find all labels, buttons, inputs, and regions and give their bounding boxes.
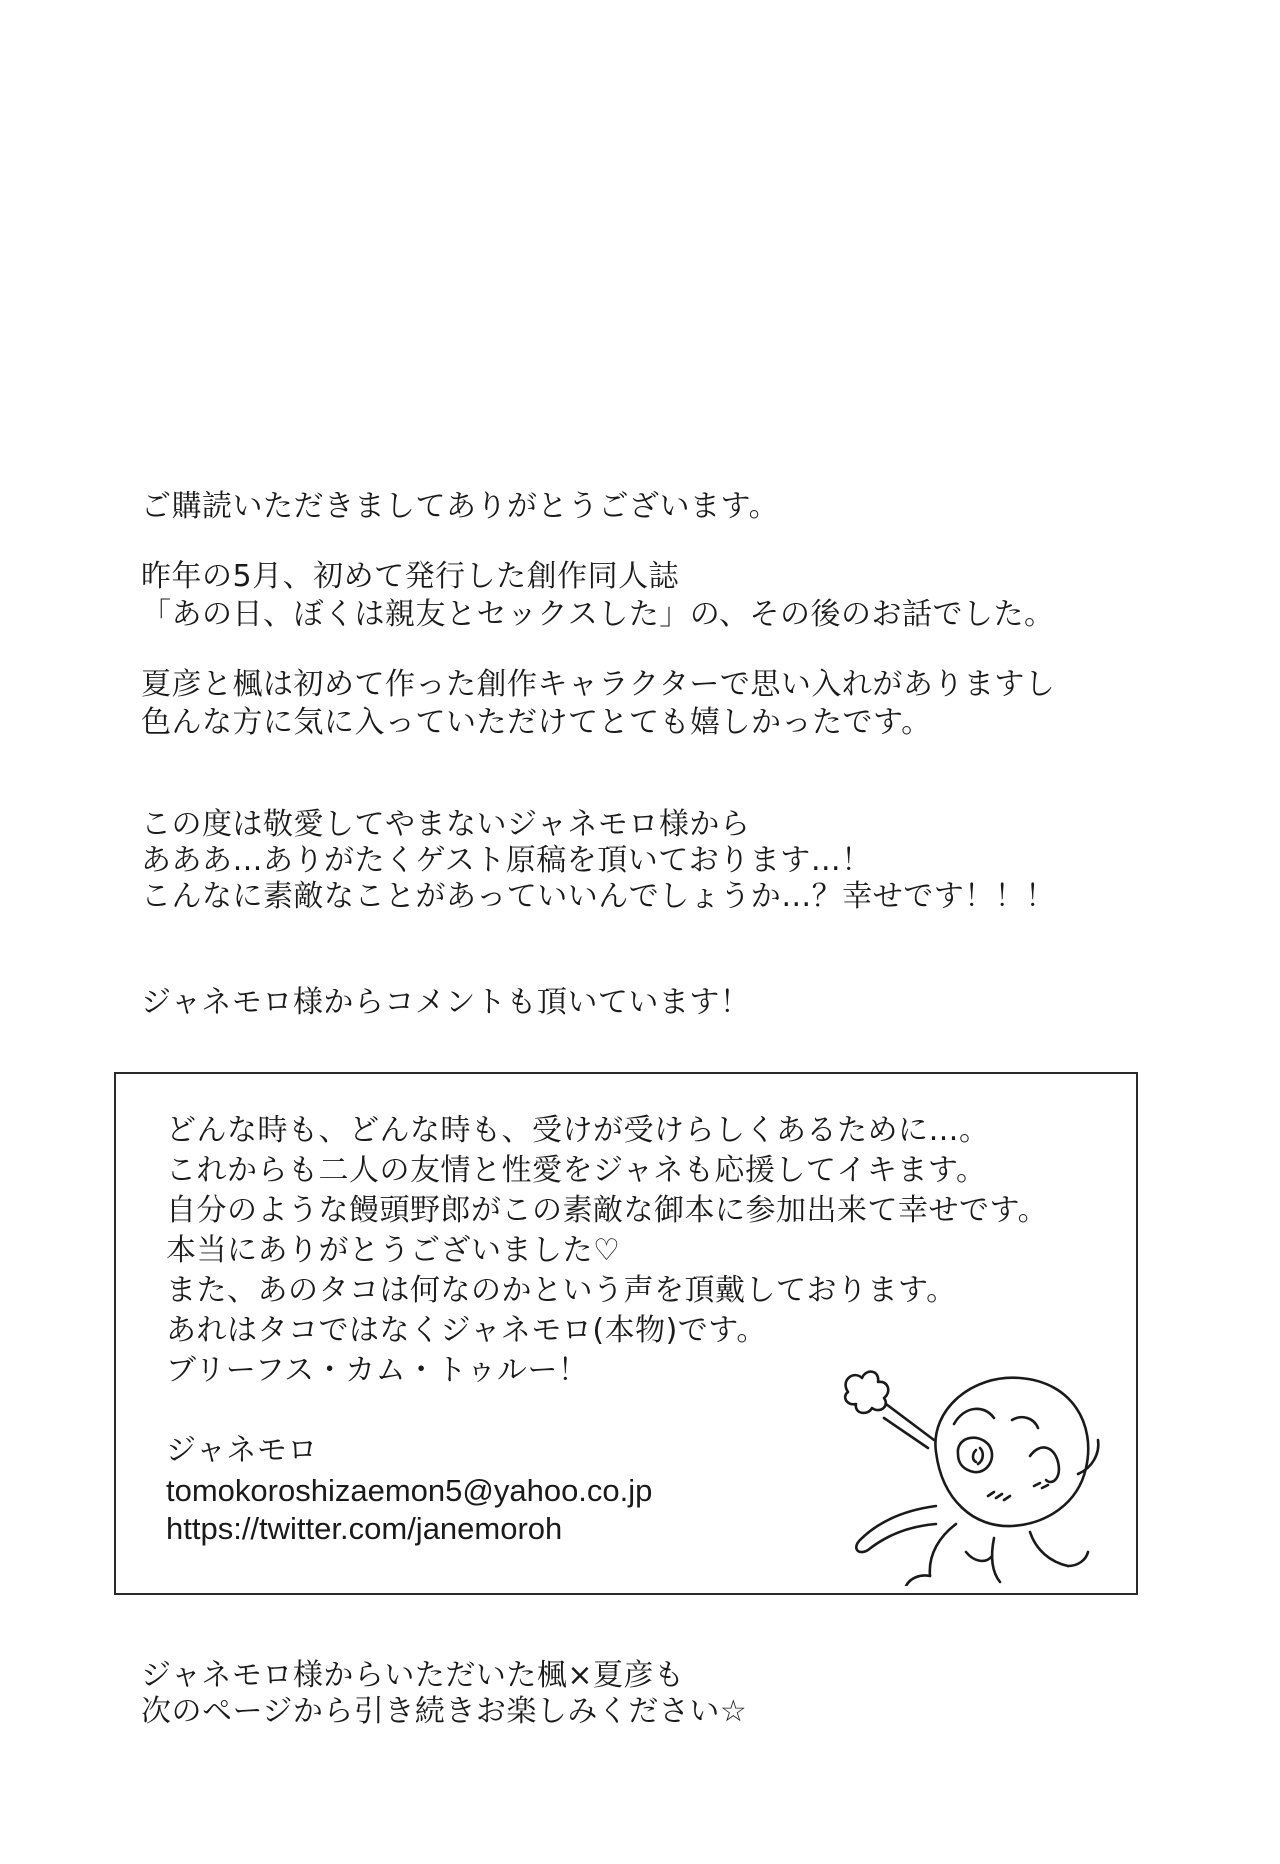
paragraph-1-line-1: 昨年の5月、初めて発行した創作同人誌 [141, 559, 680, 594]
paragraph-3-line-1: この度は敬愛してやまないジャネモロ様から [141, 807, 751, 842]
guest-email: tomokoroshizaemon5@yahoo.co.jp [166, 1473, 653, 1508]
janemoro-mascot-illustration [816, 1356, 1106, 1586]
paragraph-2-line-1: 夏彦と楓は初めて作った創作キャラクターで思い入れがありますし [141, 667, 1056, 702]
guest-comment-line: 本当にありがとうございました♡ [166, 1233, 621, 1268]
guest-twitter-url: https://twitter.com/janemoroh [166, 1511, 563, 1546]
greeting-text: ご購読いただきましてありがとうございます。 [141, 489, 780, 524]
guest-signature: ジャネモロ [166, 1433, 318, 1468]
paragraph-1-line-2: 「あの日、ぼくは親友とセックスした」の、その後のお話でした。 [141, 597, 1055, 632]
paragraph-3-line-3: こんなに素敵なことがあっていいんでしょうか…？幸せです！！！ [141, 879, 1056, 914]
closing-line-1: ジャネモロ様からいただいた楓×夏彦も [141, 1658, 685, 1693]
paragraph-3-line-2: あああ…ありがたくゲスト原稿を頂いております…！ [141, 843, 872, 878]
comment-intro-text: ジャネモロ様からコメントも頂いています！ [141, 985, 751, 1020]
guest-comment-line: ブリーフス・カム・トゥルー！ [166, 1353, 589, 1388]
closing-line-2: 次のページから引き続きお楽しみください☆ [141, 1694, 748, 1729]
guest-comment-line: また、あのタコは何なのかという声を頂戴しております。 [166, 1273, 957, 1308]
guest-comment-line: 自分のような饅頭野郎がこの素敵な御本に参加出来て幸せです。 [166, 1193, 1049, 1228]
guest-comment-line: これからも二人の友情と性愛をジャネも応援してイキます。 [166, 1153, 987, 1188]
paragraph-2-line-2: 色んな方に気に入っていただけてとても嬉しかったです。 [141, 705, 932, 740]
guest-comment-line: どんな時も、どんな時も、受けが受けらしくあるために…。 [166, 1113, 990, 1148]
guest-comment-box [114, 1072, 1138, 1595]
guest-comment-line: あれはタコではなくジャネモロ(本物)です。 [166, 1313, 767, 1348]
